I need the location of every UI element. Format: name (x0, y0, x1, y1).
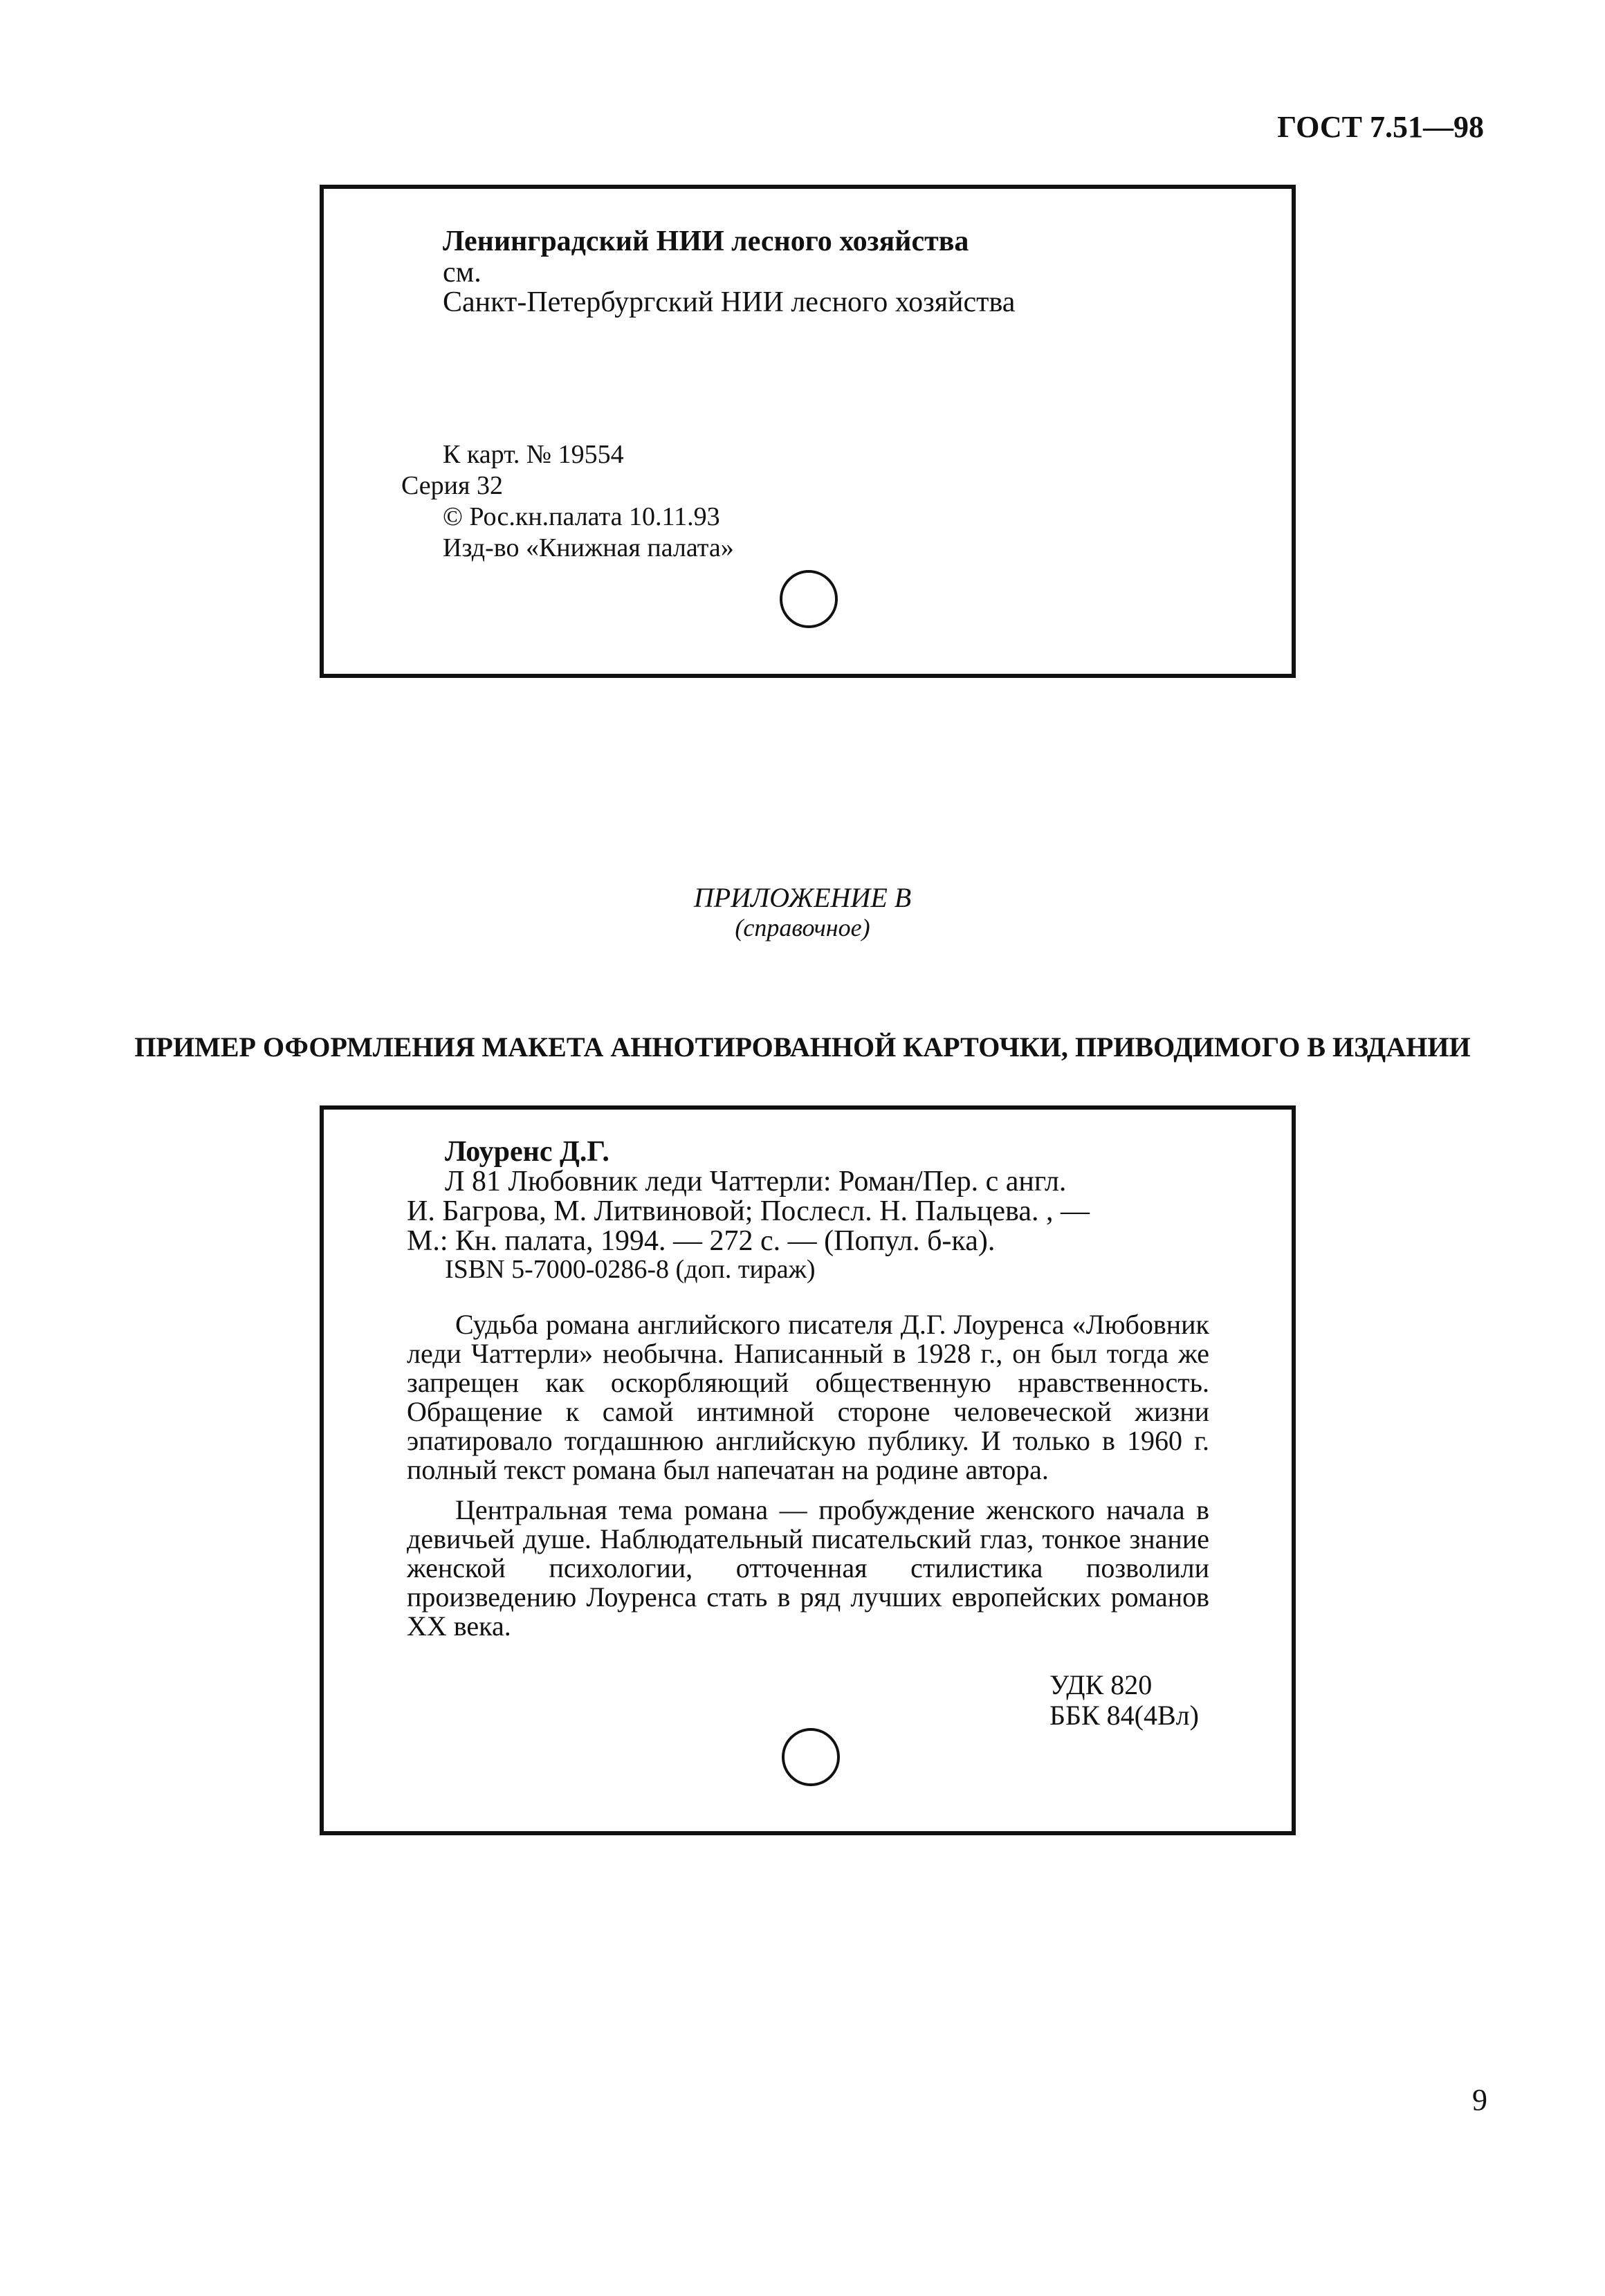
see-reference: см. (443, 257, 482, 288)
copyright: © Рос.кн.палата 10.11.93 (443, 502, 720, 531)
isbn: ISBN 5-7000-0286-8 (доп. тираж) (445, 1255, 816, 1284)
bib-line-1: Л 81 Любовник леди Чаттерли: Роман/Пер. с англ. (445, 1166, 1067, 1197)
section-heading: ПРИМЕР ОФОРМЛЕНИЯ МАКЕТА АННОТИРОВАННОЙ КАРТОЧКИ, ПРИВОДИМОГО В ИЗДАНИИ (134, 1031, 1471, 1063)
annotated-card (320, 1105, 1296, 1835)
reference-target: Санкт-Петербургский НИИ лесного хозяйства (443, 286, 1016, 318)
appendix-subtitle: (справочное) (735, 914, 870, 942)
bib-line-2: И. Багрова, М. Литвиновой; Послесл. Н. Пальцева. , — (407, 1195, 1090, 1227)
bbk: ББК 84(4Вл) (1049, 1700, 1199, 1731)
annotation-paragraph-1: Судьба романа английского писателя Д.Г. Лоуренса «Любовник леди Чаттерли» необычна. Написанный в 1928 г., он был тогда же запрещен как оскорбляющий общественную нравственность. Обращение к самой интимной стороне человеческой жизни эпатировало тогдашнюю английскую публику. И только в 1960 г. полный текст романа был напечатан на родине автора. (407, 1309, 1209, 1485)
card-hole-icon (782, 1728, 840, 1786)
catalog-card-reference (320, 185, 1296, 678)
publisher: Изд-во «Книжная палата» (443, 533, 734, 562)
page-number: 9 (1472, 2083, 1487, 2117)
card-hole-icon (780, 570, 838, 628)
card-author: Лоуренс Д.Г. (445, 1136, 609, 1168)
annotation-paragraph-2: Центральная тема романа — пробуждение женского начала в девичьей душе. Наблюдательный писательский глаз, тонкое знание женской психологии, отточенная стилистика позволили произведению Лоуренса стать в ряд лучших европейских романов XX века. (407, 1494, 1209, 1642)
series: Серия 32 (401, 471, 503, 500)
card-number: К карт. № 19554 (443, 440, 624, 469)
udk: УДК 820 (1049, 1669, 1153, 1700)
bib-line-3: М.: Кн. палата, 1994. — 272 с. — (Попул. б-ка). (407, 1225, 996, 1257)
appendix-title: ПРИЛОЖЕНИЕ В (693, 882, 912, 913)
document-code: ГОСТ 7.51—98 (1277, 110, 1484, 144)
card-heading: Ленинградский НИИ лесного хозяйства (443, 226, 969, 257)
